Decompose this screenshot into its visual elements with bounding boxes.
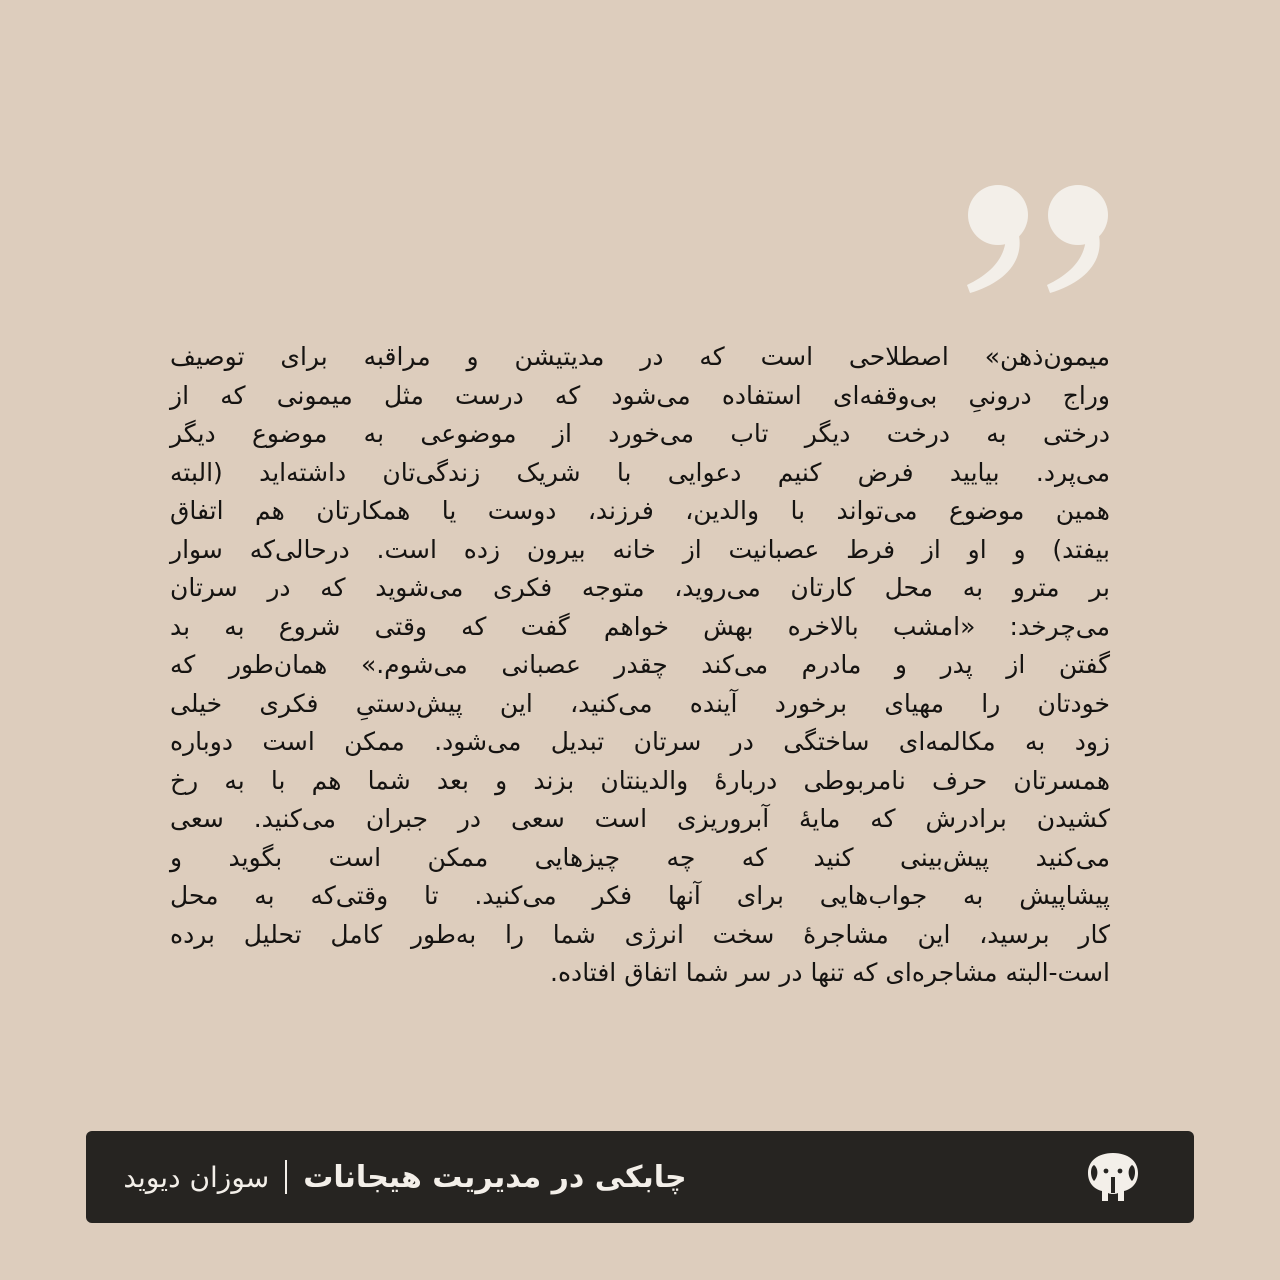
paragraph-line-12: همسرتان حرف نامربوطی دربارهٔ والدینتان بزند و بعد شما هم با به رخ: [170, 765, 1110, 795]
paragraph-line-7: بر مترو به محل کارتان می‌روید، متوجه فکری می‌شوید که در سرتان: [170, 573, 1110, 602]
footer-separator: [285, 1160, 287, 1194]
paragraph-line-10: خودتان را مهیای برخورد آینده می‌کنید، این پیش‌دستیِ فکری خیلی: [170, 688, 1110, 718]
paragraph-line-17: است-البته مشاجره‌ای که تنها در سر شما اتفاق افتاده.: [550, 958, 1110, 987]
author-name: سوزان دیوید: [123, 1160, 270, 1194]
book-title: چابکی در مدیریت هیجانات: [303, 1159, 687, 1195]
elephant-logo-icon: [1080, 1147, 1146, 1207]
paragraph-line-6: بیفتد) و او از فرط عصبانیت از خانه بیرون زده است. درحالی‌که سوار: [170, 534, 1110, 564]
paragraph-line-11: زود به مکالمه‌ای ساختگی در سرتان تبدیل می‌شود. ممکن است دوباره: [170, 727, 1110, 756]
paragraph-line-4: می‌پرد. بیایید فرض کنیم دعوایی با شریک زندگی‌تان داشته‌اید (البته: [170, 457, 1110, 487]
paragraph-line-8: می‌چرخد: «امشب بالاخره بهش خواهم گفت که وقتی شروع به بد: [170, 611, 1110, 641]
closing-quote-icon: [960, 185, 1120, 295]
paragraph-line-3: درختی به درخت دیگر تاب می‌خورد از موضوعی به موضوع دیگر: [170, 419, 1110, 448]
paragraph-line-14: می‌کنید پیش‌بینی کنید که چه چیزهایی ممکن است بگوید و: [170, 842, 1110, 872]
paragraph-line-5: همین موضوع می‌تواند با والدین، فرزند، دوست یا همکارتان هم اتفاق: [170, 496, 1110, 525]
quote-paragraph: [170, 338, 1110, 993]
paragraph-line-1: میمون‌ذهن» اصطلاحی است که در مدیتیشن و مراقبه برای توصیف: [170, 342, 1110, 371]
paragraph-line-13: کشیدن برادرش که مایهٔ آبروریزی است سعی در جبران می‌کنید. سعی: [170, 804, 1110, 833]
footer-bar: [86, 1131, 1194, 1223]
paragraph-line-9: گفتن از پدر و مادرم می‌کند چقدر عصبانی می‌شوم.» همان‌طور که: [170, 650, 1110, 679]
paragraph-line-2: وراج درونیِ بی‌وقفه‌ای استفاده می‌شود که درست مثل میمونی که از: [170, 380, 1110, 410]
paragraph-line-16: کار برسید، این مشاجرهٔ سخت انرژی شما را به‌طور کامل تحلیل برده: [170, 919, 1110, 949]
footer-caption: [86, 1131, 724, 1223]
paragraph-line-15: پیشاپیش به جواب‌هایی برای آنها فکر می‌کنید. تا وقتی‌که به محل: [170, 881, 1110, 910]
